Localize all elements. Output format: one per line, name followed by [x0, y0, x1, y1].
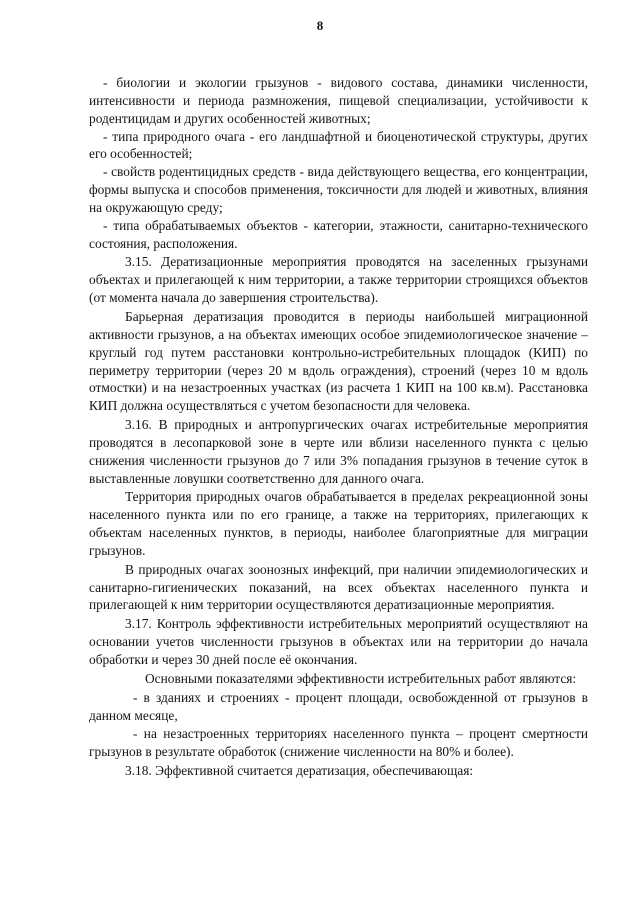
paragraph-main-indicators: Основными показателями эффективности истребительных работ являются:: [145, 670, 577, 686]
bullet-focus-type: - типа природного очага - его ландшафтной и биоценотической структуры, других его особенностей;: [89, 128, 588, 162]
section-3-15: 3.15. Дератизационные мероприятия проводятся на заселенных грызунами объектах и прилегающей к ним территории, а также территории строящихся объектов (от момента начала до завершения строительства).: [89, 254, 588, 306]
bullet-rodent-biology: - биологии и экологии грызунов - видового состава, динамики численности, интенсивности и периода размножения, пищевой специализации, устойчивости к родентицидам и других особенностей животных;: [89, 75, 588, 126]
paragraph-barrier-deratization: Барьерная дератизация проводится в периоды наибольшей миграционной активности грызунов, а на объектах имеющих особое эпидемиологическое значение – круглый год путем расстановки контрольно-истребительных площадок (КИП) по периметру территории (через 20 м вдоль ограждения), строений (через 10 м вдоль отмостки) и на незастроенных участках (из расчета 1 КИП на 100 кв.м). Расстановка КИП должна осуществляться с учетом безопасности для человека.: [89, 308, 588, 414]
section-3-17: 3.17. Контроль эффективности истребительных мероприятий осуществляют на основании учетов численности грызунов в объектах или на территории до начала обработки и через 30 дней после её окончания.: [89, 616, 588, 667]
bullet-buildings: - в зданиях и строениях - процент площади, освобожденной от грызунов в данном месяце,: [89, 689, 588, 723]
bullet-undeveloped-territories: - на незастроенных территориях населенного пункта – процент смертности грызунов в результате обработок (снижение численности на 80% и более).: [89, 726, 588, 760]
bullet-rodenticide-properties: - свойств родентицидных средств - вида действующего вещества, его концентрации, формы выпуска и способов применения, токсичности для людей и животных, влияния на окружающую среду;: [89, 164, 588, 215]
bullet-object-type: - типа обрабатываемых объектов - категории, этажности, санитарно-технического состояния, расположения.: [89, 217, 588, 251]
paragraph-natural-focus-territory: Территория природных очагов обрабатывается в пределах рекреационной зоны населенного пункта или по его границе, а также на территориях, прилегающих к объектам населенных пунктов, в периоды, наиболее благоприятные для миграции грызунов.: [89, 489, 588, 558]
document-body: [89, 74, 588, 780]
section-3-16: 3.16. В природных и антропургических очагах истребительные мероприятия проводятся в лесопарковой зоне в черте или вблизи населенного пункта с целью снижения численности грызунов до 7 или 3% попадания грызунов в течение суток в выставленные ловушки соответственно для данного очага.: [89, 417, 588, 486]
paragraph-zoonotic-infections: В природных очагах зоонозных инфекций, при наличии эпидемиологических и санитарно-гигиенических показаний, на всех объектах населенного пункта и прилегающей к ним территории осуществляются дератизационные мероприятия.: [89, 561, 588, 613]
page-number: 8: [316, 18, 324, 33]
section-3-18: 3.18. Эффективной считается дератизация, обеспечивающая:: [125, 763, 474, 779]
